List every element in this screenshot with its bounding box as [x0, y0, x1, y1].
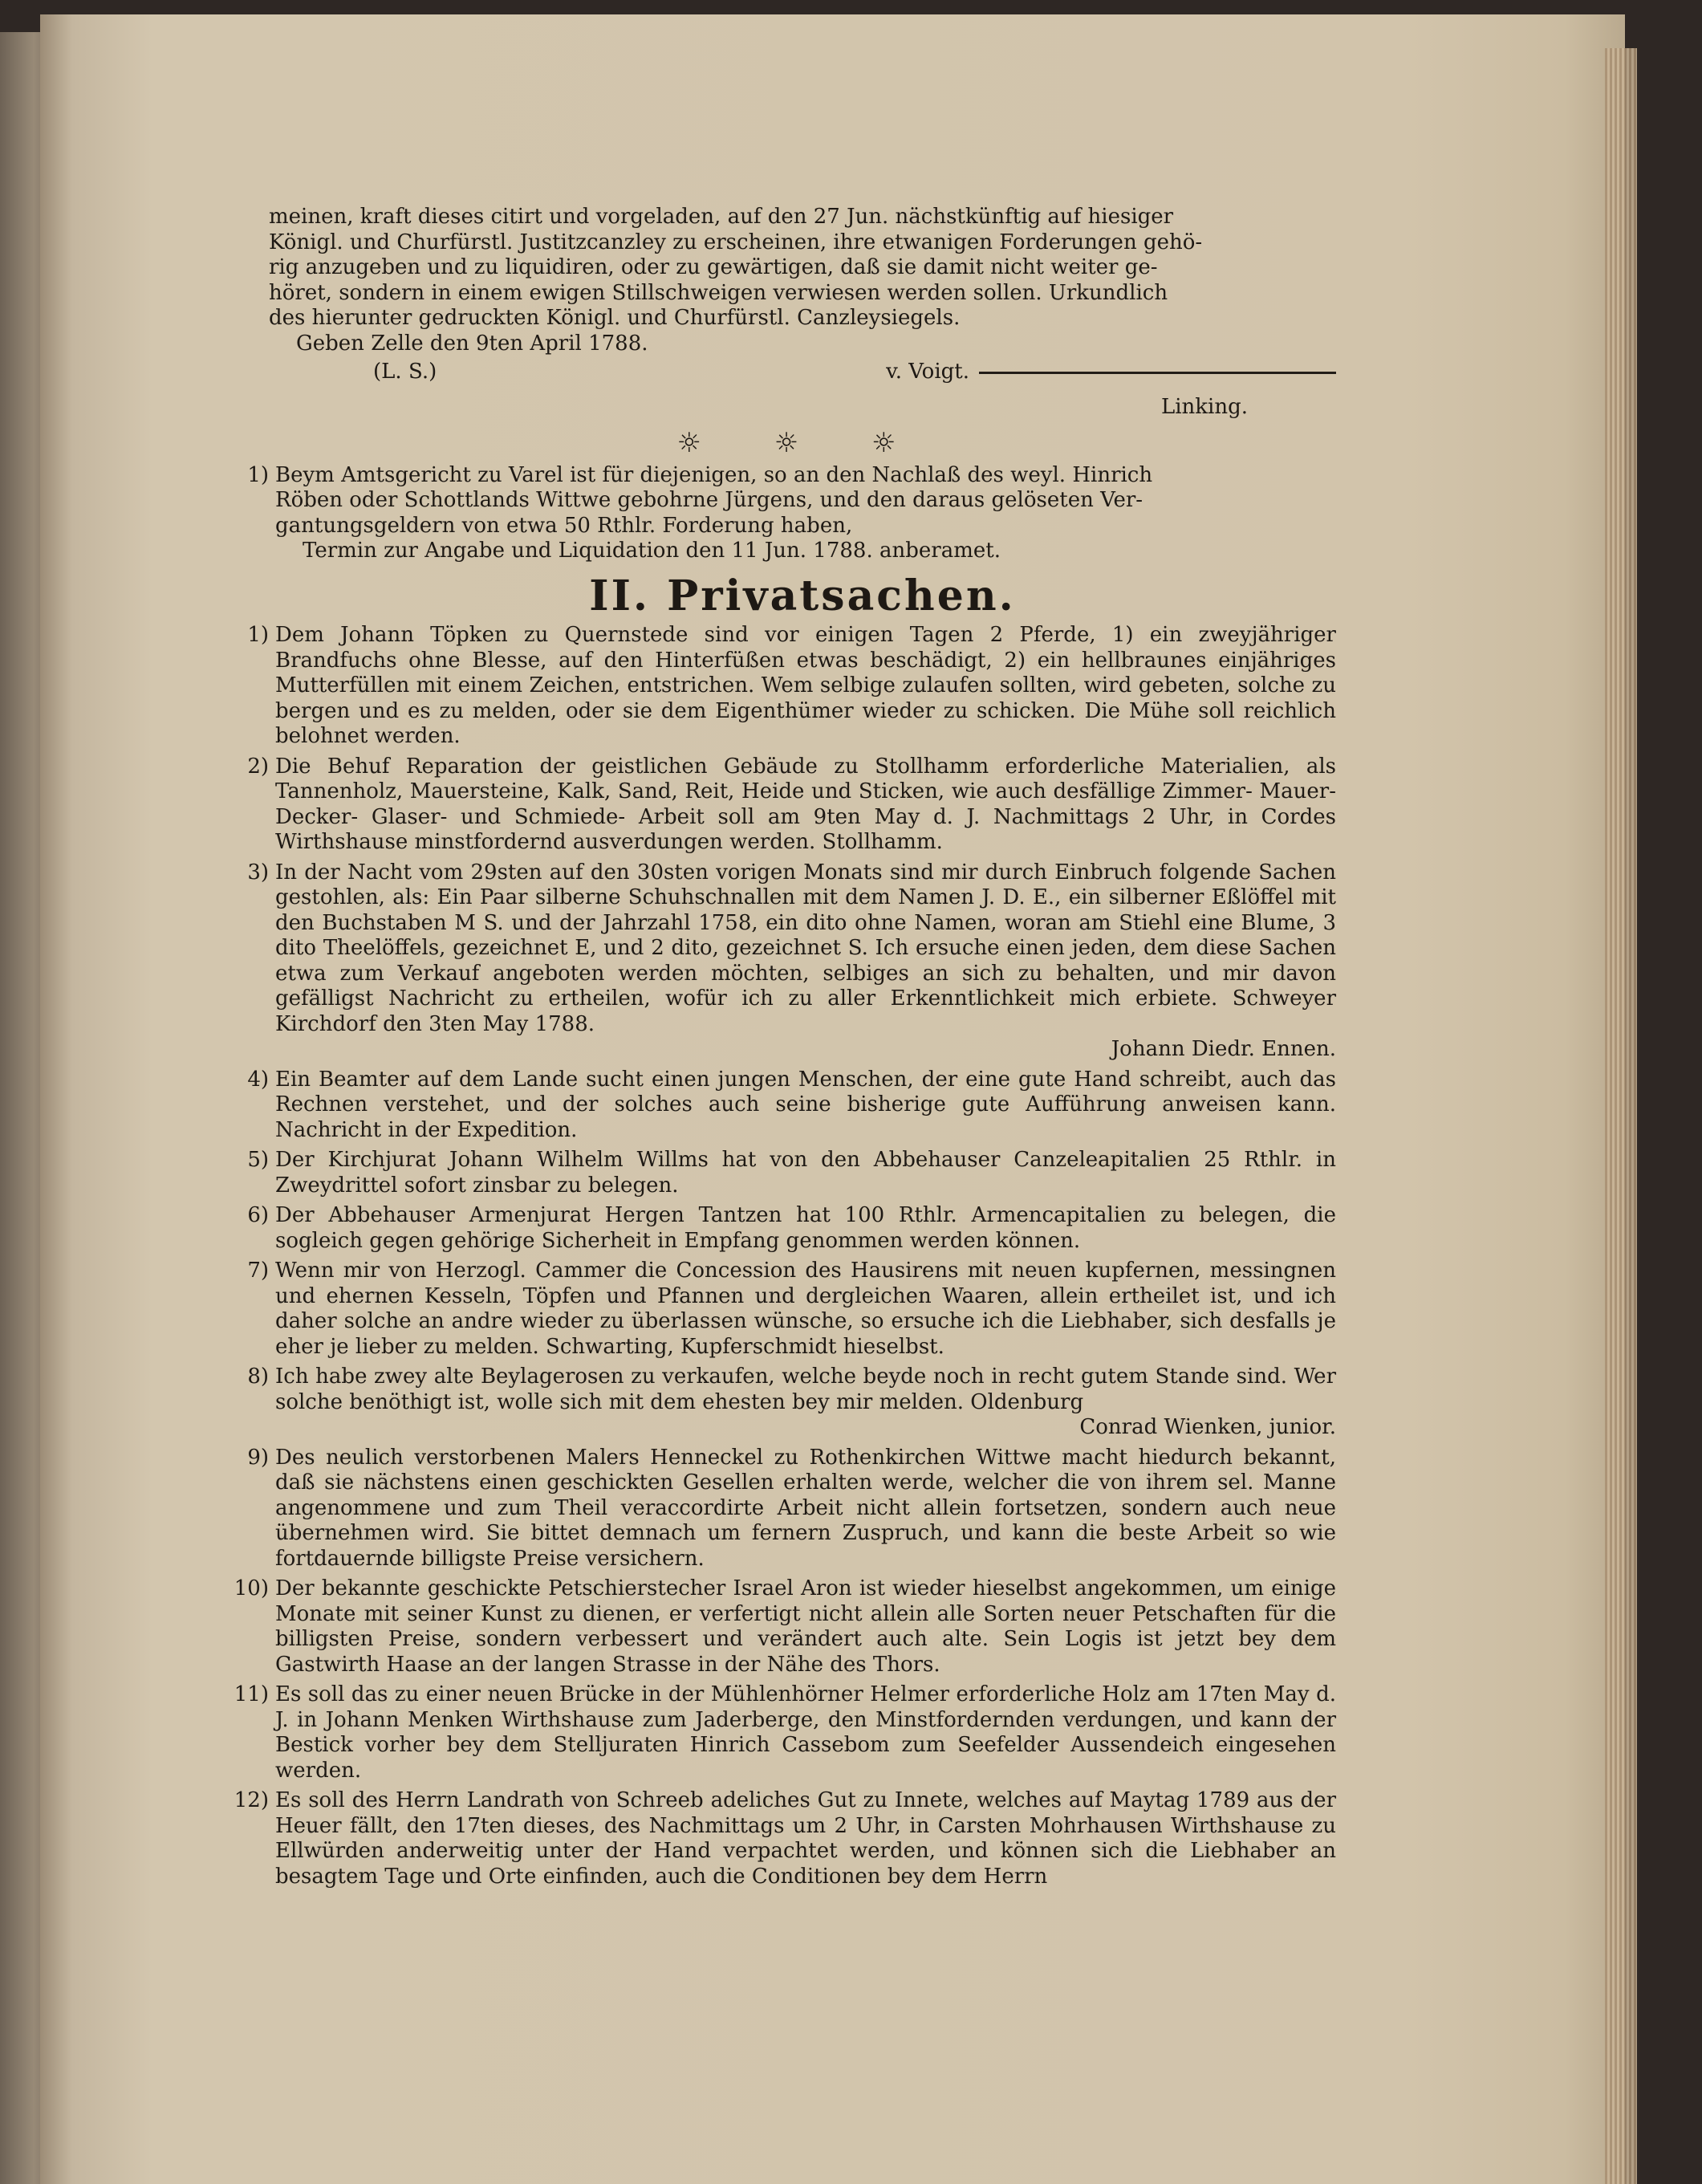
list-item	[247, 1148, 1336, 1198]
ornament-stars: ☼ ☼ ☼	[676, 427, 928, 459]
list-item	[247, 623, 1336, 750]
text-line: rig anzugeben und zu liquidiren, oder zu gewärtigen, daß sie damit nicht weiter ge-	[269, 255, 1158, 279]
item-text: In der Nacht vom 29sten auf den 30sten vorigen Monats sind mir durch Einbruch folgende Sachen gestohlen, als: Ein Paar silberne Schuhschnallen mit dem Namen J. D. E., ein silberner Eßlöffel mit den Buchstaben M S. und der Jahrzahl 1758, ein dito ohne Namen, woran am Stiehl eine Blume, 3 dito Theelöffels, gezeichnet E, und 2 dito, gezeichnet S. Ich ersuche einen jeden, dem diese Sachen etwa zum Verkauf angeboten werden möchten, selbiges an sich zu behalten, und mir davon gefälligst Nachricht zu ertheilen, wofür ich zu aller Erkenntlichkeit mich erbiete. Schweyer Kirchdorf den 3ten May 1788.	[275, 860, 1336, 1036]
signature-row	[269, 360, 1336, 385]
item-text: Wenn mir von Herzogl. Cammer die Concession des Hausirens mit neuen kupfernen, messingnen und ehernen Kesseln, Töpfen und Pfannen und dergleichen Waaren, allein ertheilet ist, und ich daher solche an andre wieder zu überlassen wünsche, so ersuche ich die Liebhaber, sich desfalls je eher je lieber zu melden.	[275, 1259, 1336, 1359]
text-line: Königl. und Churfürstl. Justitzcanzley zu erscheinen, ihre etwanigen Forderungen gehö-	[269, 230, 1203, 254]
item-text: Der bekannte geschickte Petschierstecher Israel Aron ist wieder hieselbst angekommen, um einige Monate mit seiner Kunst zu dienen, er verfertigt nicht allein alle Sorten neuer Petschaften für die billigsten Preise, sondern verbessert und verändert auch alte. Sein Logis ist jetzt bey dem Gastwirth Haase an der langen Strasse in der Nähe des Thors.	[275, 1576, 1336, 1677]
item-number: 10)	[234, 1576, 269, 1600]
list-item	[247, 1445, 1336, 1572]
signature-rule	[979, 370, 1336, 374]
item-number: 5)	[247, 1148, 269, 1172]
text-line: Beym Amtsgericht zu Varel ist für diejenigen, so an den Nachlaß des weyl. Hinrich	[275, 462, 1153, 487]
text-line: Röben oder Schottlands Wittwe gebohrne Jürgens, und den daraus gelöseten Ver-	[275, 488, 1143, 512]
list-item	[234, 1576, 1336, 1678]
item-text: Es soll des Herrn Landrath von Schreeb adeliches Gut zu Innete, welches auf Maytag 1789 aus der Heuer fällt, den 17ten dieses, des Nachmittags um 2 Uhr, in Carsten Mohrhausen Wirthshause zu Ellwürden anderweitig unter der Hand verpachtet werden, und können sich die Liebhaber an besagtem Tage und Orte einfinden, auch die Conditionen bey dem Herrn	[275, 1788, 1336, 1889]
text-line: gantungsgeldern von etwa 50 Rthlr. Forderung haben,	[275, 513, 853, 538]
signer-name: v. Voigt.	[886, 360, 969, 384]
term-line: Termin zur Angabe und Liquidation den 11 Jun. 1788. anberamet.	[303, 539, 1001, 563]
item-text: Dem Johann Töpken zu Quernstede sind vor einigen Tagen 2 Pferde, 1) ein zweyjähriger Brandfuchs ohne Blesse, auf den Hinterfüßen etwas beschädigt, 2) ein hellbraunes einjähriges Mutterfüllen mit einem Zeichen, entstrichen. Wem selbige zulaufen sollten, wird gebeten, solche zu bergen und es zu melden, oder sie dem Eigenthümer wieder zu schicken. Die Mühe soll reichlich belohnet werden.	[275, 623, 1336, 748]
item-number: 1)	[247, 462, 269, 487]
list-item	[247, 1203, 1336, 1254]
list-item	[247, 1067, 1336, 1144]
item-text: Es soll das zu einer neuen Brücke in der Mühlenhörner Helmer erforderliche Holz am 17ten May d. J. in Johann Menken Wirthshause zum Jaderberge, den Minstfordernden verdungen, und kann der Bestick vorher bey dem Stelljuraten Hinrich Cassebom zum Seefelder Aussendeich eingesehen werden.	[275, 1682, 1336, 1783]
item-number: 2)	[247, 754, 269, 779]
page-fore-edge	[1605, 48, 1637, 2184]
text-line: meinen, kraft dieses citirt und vorgeladen, auf den 27 Jun. nächstkünftig auf hiesiger	[269, 205, 1174, 229]
item-number: 6)	[247, 1203, 269, 1227]
text-line: des hierunter gedruckten Königl. und Churfürstl. Canzleysiegels.	[269, 306, 961, 330]
seal-mark: (L. S.)	[373, 360, 437, 384]
item-number: 4)	[247, 1067, 269, 1092]
item-number: 3)	[247, 860, 269, 885]
item-text: Ein Beamter auf dem Lande sucht einen jungen Menschen, der eine gute Hand schreibt, auch das Rechnen verstehet, und der solches auch seine bisherige gute Aufführung anweisen kann. Nachricht in der Expedition.	[275, 1067, 1336, 1142]
item-number: 1)	[247, 623, 269, 647]
item-number: 12)	[234, 1788, 269, 1812]
list-item	[234, 1682, 1336, 1783]
section-title: II. Privatsachen.	[589, 571, 1016, 620]
text-line: höret, sondern in einem ewigen Stillschweigen verwiesen werden sollen. Urkundlich	[269, 280, 1168, 305]
item-number: 11)	[234, 1682, 269, 1706]
item-signature: Conrad Wienken, junior.	[1079, 1415, 1336, 1439]
item-number: 9)	[247, 1445, 269, 1470]
list-item	[247, 754, 1336, 856]
item-text: Die Behuf Reparation der geistlichen Gebäude zu Stollhamm erforderliche Materialien, als Tannenholz, Mauersteine, Kalk, Sand, Reit, Heide und Sticken, wie auch desfällige Zimmer- Mauer- Decker- Glaser- und Schmiede- Arbeit soll am 9ten May d. J. Nachmittags 2 Uhr, in Cordes Wirthshause minstfordernd ausverdungen werden.	[275, 754, 1336, 854]
item-number: 7)	[247, 1259, 269, 1283]
item-signature: Johann Diedr. Ennen.	[1111, 1037, 1336, 1061]
date-line: Geben Zelle den 9ten April 1788.	[296, 331, 648, 356]
item-signature: Schwarting, Kupferschmidt hieselbst.	[546, 1334, 944, 1359]
item-text: Ich habe zwey alte Beylagerosen zu verkaufen, welche beyde noch in recht gutem Stande sind. Wer solche benöthigt ist, wolle sich mit dem ehesten bey mir melden. Oldenburg	[275, 1364, 1336, 1414]
list-item	[247, 1364, 1336, 1441]
signer-block	[886, 360, 1336, 385]
item-text: Des neulich verstorbenen Malers Henneckel zu Rothenkirchen Wittwe macht hiedurch bekannt, daß sie nächstens einen geschickten Gesellen erhalten werde, welcher die von ihrem sel. Manne angenommene und zum Theil veraccordirte Arbeit nicht allein fortsetzen, sondern auch neue übernehmen wird. Sie bittet demnach um fernern Zuspruch, und kann die beste Arbeit so wie fortdauernde billigste Preise versichern.	[275, 1445, 1336, 1571]
notice-item	[247, 462, 1336, 564]
summons-paragraph	[269, 205, 1336, 356]
item-number: 8)	[247, 1364, 269, 1389]
second-signer: Linking.	[1160, 394, 1248, 419]
page-content	[234, 205, 1336, 1894]
item-text: Der Abbehauser Armenjurat Hergen Tantzen hat 100 Rthlr. Armencapitalien zu belegen, die sogleich gegen gehörige Sicherheit in Empfang genommen werden können.	[275, 1203, 1336, 1253]
list-item	[247, 860, 1336, 1063]
item-signature: Stollhamm.	[822, 830, 943, 854]
list-item	[247, 1259, 1336, 1360]
list-item	[234, 1788, 1336, 1889]
item-text: Der Kirchjurat Johann Wilhelm Willms hat von den Abbehauser Canzeleapitalien 25 Rthlr. in Zweydrittel sofort zinsbar zu belegen.	[275, 1148, 1336, 1198]
